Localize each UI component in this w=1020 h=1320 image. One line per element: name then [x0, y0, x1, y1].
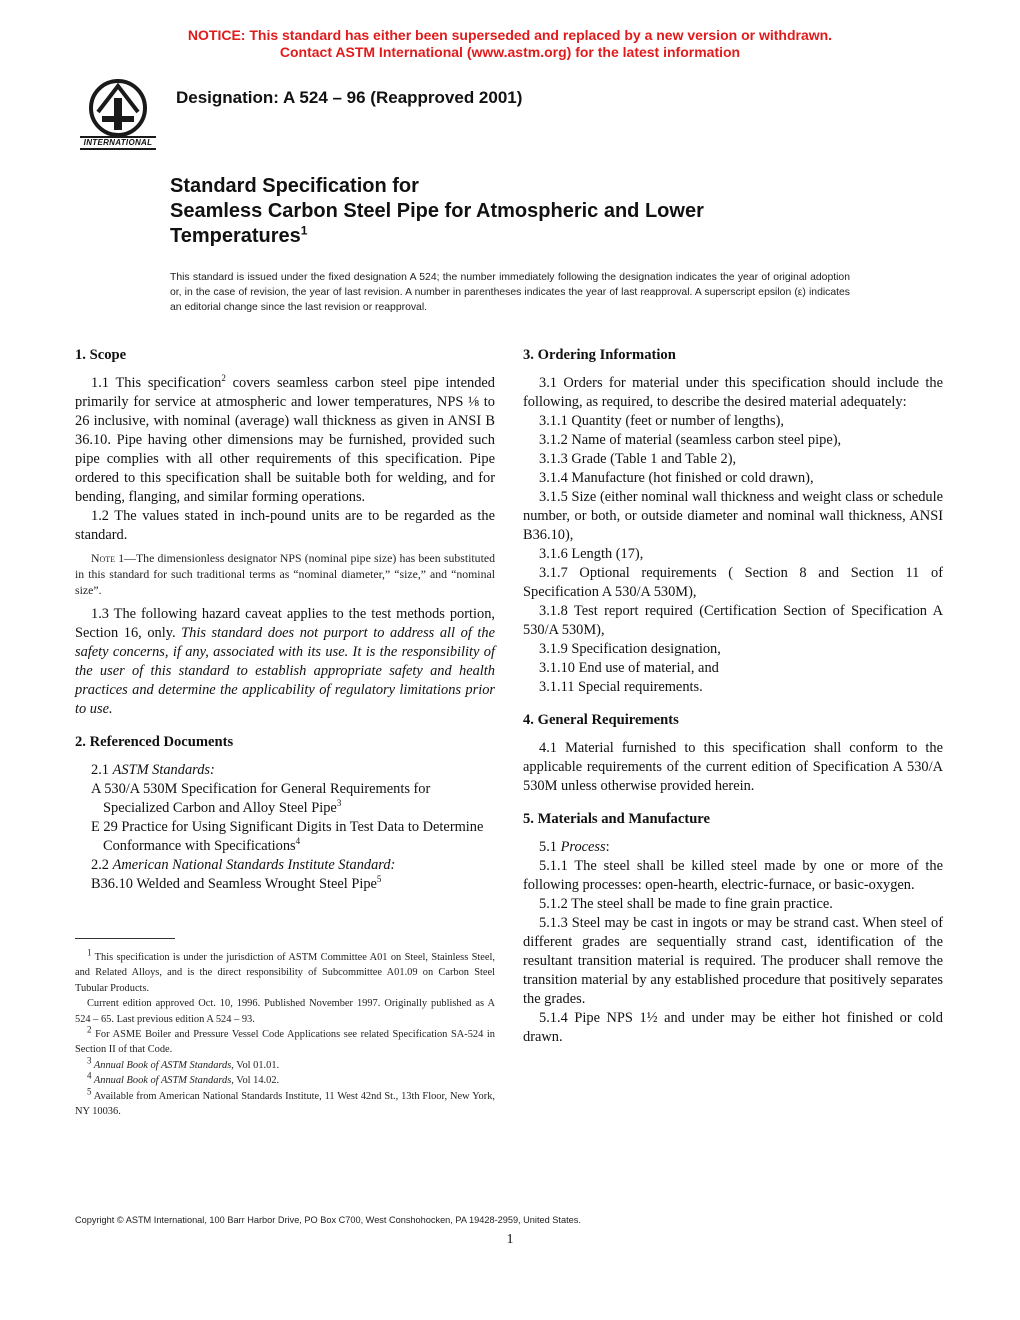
- p2-1-num: 2.1: [91, 762, 113, 778]
- logo-subtitle: INTERNATIONAL: [83, 138, 153, 147]
- reference-e29: [75, 818, 495, 856]
- p5-1-4-frac: ½: [646, 1010, 658, 1026]
- footnote-5-mark: 5: [87, 1086, 92, 1097]
- section-heading-general-requirements: 4. General Requirements: [523, 712, 679, 728]
- title-line-1: Standard Specification for: [170, 175, 419, 197]
- p1-3-lead: 1.3 The following hazard caveat applies to the test methods portion, Section 16, only.: [75, 606, 495, 641]
- footnote-3: [75, 1055, 495, 1073]
- footnote-3-italic: Annual Book of ASTM Standards: [91, 1059, 232, 1071]
- footnote-1b: Current edition approved Oct. 10, 1996. Published November 1997. Originally published as A 524 – 65. Last previous edition A 524 – 93.: [75, 998, 495, 1025]
- notice-line-1: NOTICE: This standard has either been superseded and replaced by a new version or withdrawn.: [187, 27, 833, 43]
- designation: Designation: A 524 – 96 (Reapproved 2001): [176, 88, 523, 107]
- note-1: [75, 550, 495, 598]
- section-heading-materials-and-manufacture: 5. Materials and Manufacture: [523, 811, 710, 827]
- section-heading-referenced-documents: 2. Referenced Documents: [75, 734, 234, 750]
- p5-1-4-b: and under may be either hot finished or cold drawn.: [523, 1010, 943, 1045]
- reference-b3610-text: B36.10 Welded and Seamless Wrought Steel Pipe: [91, 876, 377, 892]
- p5-1-italic: Process: [560, 839, 606, 855]
- title-line-2: Seamless Carbon Steel Pipe for Atmospheric and Lower: [170, 200, 704, 222]
- footnote-4-mark: 4: [87, 1070, 92, 1081]
- p1-1-lead: 1.1 This specification: [91, 375, 222, 391]
- p1-1-b: to 26 inclusive, with nominal (average) wall thickness as given in ANSI B 36.10. Pipe having other dimensions may be furnished, provided such pipe complies with all other requirements of this specification. Pipe ordered to this specification shall be suitable both for welding, and for bending, flanging, and similar forming operations.: [75, 394, 495, 505]
- list-item: 3.1.7 Optional requirements ( Section 8 and Section 11 of Specification A 530/A 530M),: [523, 565, 943, 600]
- list-item: 3.1.8 Test report required (Certification Section of Specification A 530/A 530M),: [523, 603, 943, 638]
- withdrawal-notice: [0, 27, 1020, 61]
- title-footnote-mark: 1: [300, 223, 308, 238]
- footnotes: [75, 947, 495, 1119]
- list-item: 3.1.3 Grade (Table 1 and Table 2),: [539, 451, 737, 467]
- footnote-2: [75, 1024, 495, 1058]
- paragraph-2-2: [75, 856, 495, 875]
- preamble: This standard is issued under the fixed designation A 524; the number immediately following the designation indicates the year of original adoption or, in the case of revision, the year of last revision. A number in parentheses indicates the year of last reapproval. A superscript epsilon (ε) indicates an editorial change since the last revision or reapproval.: [170, 272, 850, 313]
- p5-1-colon: :: [605, 839, 610, 855]
- p5-1-num: 5.1: [539, 839, 561, 855]
- notice-line-2: Contact ASTM International (www.astm.org) for the latest information: [279, 44, 741, 60]
- reference-a530: [75, 780, 495, 818]
- p1-3-italic: This standard does not purport to address all of the safety concerns, if any, associated with its use. It is the responsibility of the user of this standard to establish appropriate safety and health practices and determine the applicability of regulatory limitations prior to use.: [75, 625, 495, 717]
- p2-2-num: 2.2: [91, 857, 113, 873]
- footnote-5: [75, 1086, 495, 1120]
- paragraph-3-1: 3.1 Orders for material under this specification should include the following, as required, to describe the desired material adequately:: [523, 375, 943, 410]
- reference-a530-text: A 530/A 530M Specification for General Requirements for Specialized Carbon and Alloy Steel Pipe: [91, 781, 431, 816]
- footnote-2-text: For ASME Boiler and Pressure Vessel Code Applications see related Specification SA-524 in Section II of that Code.: [75, 1029, 495, 1056]
- footnote-5-text: Available from American National Standards Institute, 11 West 42nd St., 13th Floor, New York, NY 10036.: [75, 1090, 495, 1118]
- paragraph-1-2: 1.2 The values stated in inch-pound units are to be regarded as the standard.: [75, 508, 495, 543]
- paragraph-5-1-3: 5.1.3 Steel may be cast in ingots or may be strand cast. When steel of different grades are sequentially strand cast, identification of the resultant transition material is required. The producer shall remove the transition material by any established procedure that positively separates the grades.: [523, 915, 943, 1007]
- reference-e29-text: E 29 Practice for Using Significant Digits in Test Data to Determine Conformance with Specifications: [91, 819, 484, 854]
- footnote-4: [75, 1070, 495, 1088]
- list-item: 3.1.4 Manufacture (hot finished or cold drawn),: [539, 470, 814, 486]
- list-item: 3.1.9 Specification designation,: [539, 641, 721, 657]
- reference-a530-sup: 3: [336, 798, 342, 809]
- footnote-1-text: This specification is under the jurisdiction of ASTM Committee A01 on Steel, Stainless Steel, and Related Alloys, and is the direct responsibility of Subcommittee A01.09 on Carbon Steel Tubular Products.: [75, 952, 495, 994]
- p1-1-a: covers seamless carbon steel pipe intended primarily for service at atmospheric and lower temperatures, NPS: [75, 375, 495, 410]
- footnote-4-rest: , Vol 14.02.: [231, 1075, 280, 1087]
- document-title: [170, 174, 870, 249]
- paragraph-5-1-4: [523, 1009, 943, 1047]
- reference-b3610: [75, 875, 495, 894]
- copyright: Copyright © ASTM International, 100 Barr Harbor Drive, PO Box C700, West Conshohocken, PA 19428-2959, United States.: [75, 1215, 581, 1225]
- list-item: 3.1.11 Special requirements.: [539, 679, 703, 695]
- list-item: 3.1.1 Quantity (feet or number of lengths),: [539, 413, 784, 429]
- paragraph-1-1: [75, 374, 495, 507]
- p1-1-frac: ⅛: [468, 394, 479, 410]
- astm-logo: [74, 78, 162, 150]
- paragraph-4-1: 4.1 Material furnished to this specification shall conform to the applicable requirements of the current edition of Specification A 530/A 530M unless otherwise provided herein.: [523, 740, 943, 794]
- footnote-1-mark: 1: [87, 947, 92, 958]
- note-1-label: Note 1: [91, 551, 125, 565]
- footnote-3-mark: 3: [87, 1055, 92, 1066]
- list-item: 3.1.10 End use of material, and: [539, 660, 719, 676]
- p1-1-sup: 2: [221, 373, 226, 384]
- reference-e29-sup: 4: [295, 836, 301, 847]
- footnote-1: [75, 947, 495, 996]
- footnote-rule: [75, 938, 175, 939]
- list-item: 3.1.5 Size (either nominal wall thickness and weight class or schedule number, or both, or outside diameter and nominal wall thickness, ANSI B36.10),: [523, 489, 943, 543]
- list-item: 3.1.6 Length (17),: [539, 546, 644, 562]
- paragraph-5-1-2: 5.1.2 The steel shall be made to fine grain practice.: [539, 896, 833, 912]
- page-number: 1: [506, 1232, 514, 1247]
- paragraph-5-1: [523, 838, 943, 857]
- footnote-4-italic: Annual Book of ASTM Standards: [91, 1075, 232, 1087]
- section-heading-ordering-information: 3. Ordering Information: [523, 347, 676, 363]
- p2-1-italic: ASTM Standards:: [112, 762, 215, 778]
- note-1-text: —The dimensionless designator NPS (nominal pipe size) has been substituted in this standard for such traditional terms as “nominal diameter,” “size,” and “nominal size”.: [75, 551, 495, 597]
- right-column: [523, 346, 943, 1047]
- footnote-3-rest: , Vol 01.01.: [231, 1059, 280, 1071]
- reference-b3610-sup: 5: [376, 874, 382, 885]
- title-line-3: [170, 224, 870, 249]
- section-heading-scope: 1. Scope: [75, 347, 127, 363]
- paragraph-5-1-1: 5.1.1 The steel shall be killed steel made by one or more of the following processes: open-hearth, electric-furnace, or basic-oxygen.: [523, 858, 943, 893]
- p5-1-4-a: 5.1.4 Pipe NPS 1: [539, 1010, 647, 1026]
- list-item: 3.1.2 Name of material (seamless carbon steel pipe),: [539, 432, 842, 448]
- left-column: [75, 346, 495, 894]
- paragraph-2-1: [75, 761, 495, 780]
- p2-2-italic: American National Standards Institute Standard:: [112, 857, 396, 873]
- footnote-2-mark: 2: [87, 1024, 92, 1035]
- title-line-3-text: Temperatures: [170, 225, 301, 247]
- paragraph-1-3: [75, 605, 495, 719]
